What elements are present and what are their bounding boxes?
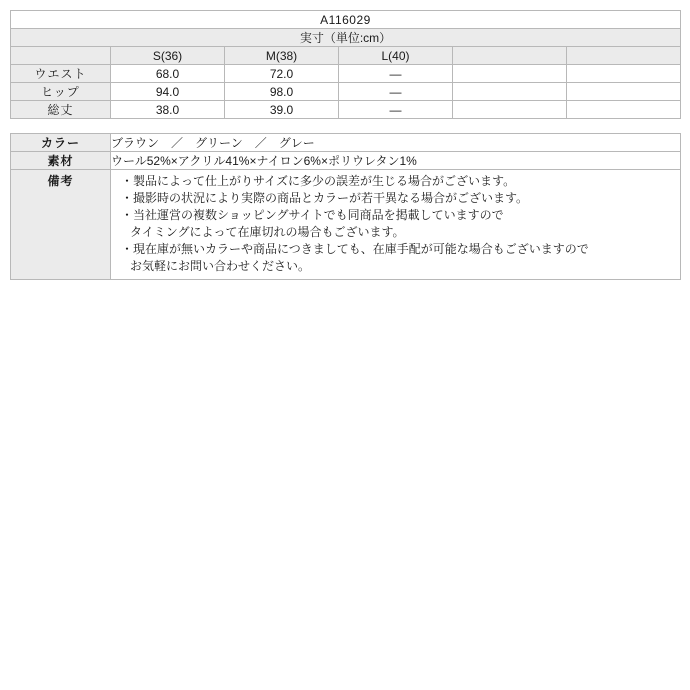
- note-line: ・製品によって仕上がりサイズに多少の誤差が生じる場合がございます。: [121, 174, 516, 188]
- total-length-blank-2: [567, 101, 681, 119]
- waist-s: 68.0: [111, 65, 225, 83]
- total-length-m: 39.0: [225, 101, 339, 119]
- hip-blank-1: [453, 83, 567, 101]
- table-row-color: [11, 134, 681, 152]
- size-header-m: M(38): [225, 47, 339, 65]
- size-header-blank-1: [453, 47, 567, 65]
- waist-blank-1: [453, 65, 567, 83]
- size-measurement-table: [10, 10, 681, 119]
- size-header-blank-2: [567, 47, 681, 65]
- table-row-notes: [11, 170, 681, 280]
- product-info-table: [10, 133, 681, 280]
- info-label-material: 素材: [11, 152, 111, 170]
- hip-s: 94.0: [111, 83, 225, 101]
- row-label-total-length: 総丈: [11, 101, 111, 119]
- hip-l: —: [339, 83, 453, 101]
- note-line: ・撮影時の状況により実際の商品とカラーが若干異なる場合がございます。: [121, 191, 529, 205]
- hip-blank-2: [567, 83, 681, 101]
- waist-blank-2: [567, 65, 681, 83]
- size-header-corner: [11, 47, 111, 65]
- table-row: [11, 65, 681, 83]
- table-row-material: [11, 152, 681, 170]
- measurement-title: 実寸（単位:cm）: [11, 29, 681, 47]
- info-label-notes: 備考: [11, 170, 111, 280]
- note-line: ・当社運営の複数ショッピングサイトでも同商品を掲載していますので: [121, 208, 504, 222]
- table-row: [11, 101, 681, 119]
- info-value-notes: [111, 170, 681, 280]
- waist-l: —: [339, 65, 453, 83]
- total-length-l: —: [339, 101, 453, 119]
- row-label-hip: ヒップ: [11, 83, 111, 101]
- table-spacer: [10, 119, 680, 133]
- info-label-color: カラー: [11, 134, 111, 152]
- table-row-column-headers: [11, 47, 681, 65]
- note-line: タイミングによって在庫切れの場合もございます。: [130, 225, 405, 239]
- total-length-blank-1: [453, 101, 567, 119]
- note-line: お気軽にお問い合わせください。: [130, 259, 311, 273]
- table-row-measurement-title: [11, 29, 681, 47]
- waist-m: 72.0: [225, 65, 339, 83]
- info-value-color: ブラウン ／ グリーン ／ グレー: [111, 134, 681, 152]
- note-line: ・現在庫が無いカラーや商品につきましても、在庫手配が可能な場合もございますので: [121, 242, 589, 256]
- table-row-product-code: [11, 11, 681, 29]
- table-row: [11, 83, 681, 101]
- info-value-material: ウール52%×アクリル41%×ナイロン6%×ポリウレタン1%: [111, 152, 681, 170]
- row-label-waist: ウエスト: [11, 65, 111, 83]
- size-header-s: S(36): [111, 47, 225, 65]
- size-header-l: L(40): [339, 47, 453, 65]
- product-code: A116029: [11, 11, 681, 29]
- hip-m: 98.0: [225, 83, 339, 101]
- total-length-s: 38.0: [111, 101, 225, 119]
